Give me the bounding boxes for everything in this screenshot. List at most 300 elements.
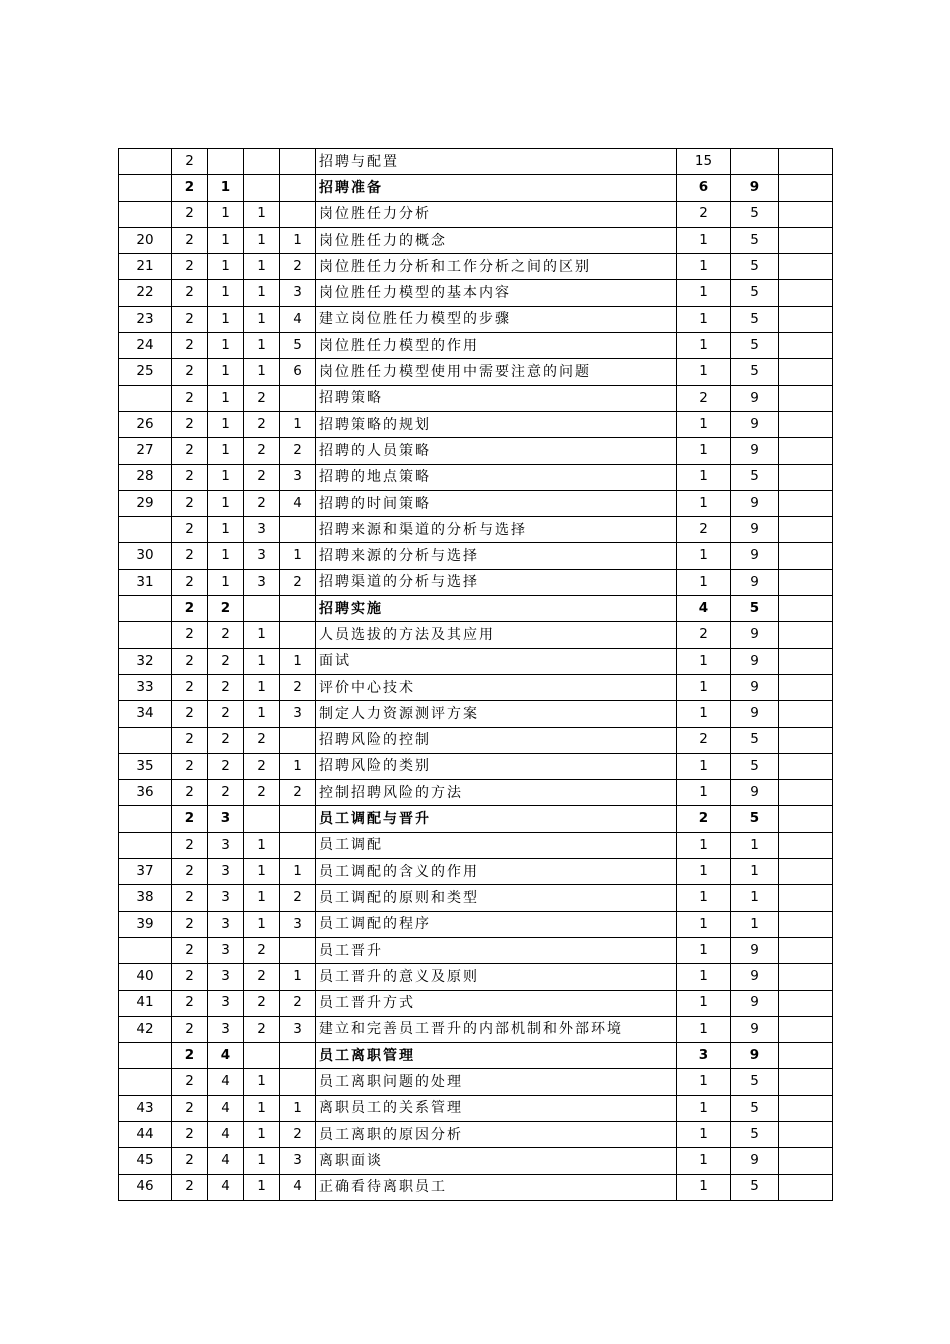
level2-cell: 1 bbox=[208, 201, 244, 227]
level2-cell: 2 bbox=[208, 753, 244, 779]
level4-cell: 2 bbox=[280, 885, 316, 911]
level2-cell: 4 bbox=[208, 1174, 244, 1200]
count-cell: 1 bbox=[677, 648, 731, 674]
level3-cell: 1 bbox=[244, 254, 280, 280]
item-number-cell: 26 bbox=[119, 411, 172, 437]
level3-cell: 1 bbox=[244, 306, 280, 332]
level1-cell: 2 bbox=[172, 701, 208, 727]
level4-cell: 5 bbox=[280, 333, 316, 359]
level1-cell: 2 bbox=[172, 490, 208, 516]
level4-cell bbox=[280, 937, 316, 963]
item-number-cell: 45 bbox=[119, 1148, 172, 1174]
level4-cell: 3 bbox=[280, 1016, 316, 1042]
extra-cell bbox=[779, 885, 833, 911]
rating-cell: 9 bbox=[731, 490, 779, 516]
level2-cell: 1 bbox=[208, 464, 244, 490]
count-cell: 2 bbox=[677, 517, 731, 543]
table-row bbox=[119, 701, 833, 727]
level1-cell: 2 bbox=[172, 438, 208, 464]
extra-cell bbox=[779, 832, 833, 858]
item-number-cell: 23 bbox=[119, 306, 172, 332]
extra-cell bbox=[779, 1043, 833, 1069]
rating-cell: 9 bbox=[731, 1043, 779, 1069]
extra-cell bbox=[779, 596, 833, 622]
count-cell: 15 bbox=[677, 149, 731, 175]
extra-cell bbox=[779, 201, 833, 227]
count-cell: 2 bbox=[677, 727, 731, 753]
rating-cell: 9 bbox=[731, 1148, 779, 1174]
rating-cell: 1 bbox=[731, 859, 779, 885]
item-number-cell bbox=[119, 832, 172, 858]
table-row bbox=[119, 806, 833, 832]
extra-cell bbox=[779, 385, 833, 411]
extra-cell bbox=[779, 149, 833, 175]
count-cell: 1 bbox=[677, 832, 731, 858]
level1-cell: 2 bbox=[172, 359, 208, 385]
table-row bbox=[119, 411, 833, 437]
level4-cell bbox=[280, 385, 316, 411]
extra-cell bbox=[779, 438, 833, 464]
rating-cell: 5 bbox=[731, 359, 779, 385]
table-row bbox=[119, 569, 833, 595]
table-row bbox=[119, 227, 833, 253]
level1-cell: 2 bbox=[172, 280, 208, 306]
level2-cell: 1 bbox=[208, 306, 244, 332]
table-row bbox=[119, 753, 833, 779]
topic-title-cell: 正确看待离职员工 bbox=[316, 1174, 677, 1200]
item-number-cell: 39 bbox=[119, 911, 172, 937]
count-cell: 1 bbox=[677, 911, 731, 937]
topic-title-cell: 建立岗位胜任力模型的步骤 bbox=[316, 306, 677, 332]
count-cell: 2 bbox=[677, 385, 731, 411]
level2-cell: 3 bbox=[208, 806, 244, 832]
rating-cell: 9 bbox=[731, 937, 779, 963]
table-row bbox=[119, 254, 833, 280]
count-cell: 1 bbox=[677, 1174, 731, 1200]
level3-cell: 2 bbox=[244, 385, 280, 411]
level2-cell: 1 bbox=[208, 333, 244, 359]
topic-title-cell: 岗位胜任力模型使用中需要注意的问题 bbox=[316, 359, 677, 385]
level2-cell: 4 bbox=[208, 1095, 244, 1121]
extra-cell bbox=[779, 227, 833, 253]
level4-cell bbox=[280, 622, 316, 648]
level2-cell: 2 bbox=[208, 780, 244, 806]
level2-cell: 3 bbox=[208, 911, 244, 937]
level1-cell: 2 bbox=[172, 227, 208, 253]
level2-cell: 1 bbox=[208, 175, 244, 201]
table-row bbox=[119, 911, 833, 937]
level3-cell bbox=[244, 149, 280, 175]
extra-cell bbox=[779, 280, 833, 306]
level1-cell: 2 bbox=[172, 727, 208, 753]
outline-table-body bbox=[119, 149, 833, 1201]
level2-cell: 1 bbox=[208, 490, 244, 516]
extra-cell bbox=[779, 254, 833, 280]
count-cell: 1 bbox=[677, 359, 731, 385]
item-number-cell: 43 bbox=[119, 1095, 172, 1121]
level3-cell bbox=[244, 596, 280, 622]
level1-cell: 2 bbox=[172, 464, 208, 490]
level4-cell: 2 bbox=[280, 569, 316, 595]
count-cell: 2 bbox=[677, 622, 731, 648]
level4-cell bbox=[280, 832, 316, 858]
item-number-cell bbox=[119, 1069, 172, 1095]
level2-cell: 1 bbox=[208, 385, 244, 411]
level1-cell: 2 bbox=[172, 149, 208, 175]
level3-cell: 3 bbox=[244, 517, 280, 543]
level1-cell: 2 bbox=[172, 596, 208, 622]
count-cell: 1 bbox=[677, 701, 731, 727]
rating-cell: 9 bbox=[731, 648, 779, 674]
level2-cell: 2 bbox=[208, 674, 244, 700]
level2-cell: 3 bbox=[208, 1016, 244, 1042]
level4-cell: 1 bbox=[280, 543, 316, 569]
topic-title-cell: 离职员工的关系管理 bbox=[316, 1095, 677, 1121]
extra-cell bbox=[779, 674, 833, 700]
extra-cell bbox=[779, 464, 833, 490]
table-row bbox=[119, 359, 833, 385]
rating-cell: 5 bbox=[731, 753, 779, 779]
extra-cell bbox=[779, 1016, 833, 1042]
level2-cell: 4 bbox=[208, 1148, 244, 1174]
item-number-cell bbox=[119, 201, 172, 227]
extra-cell bbox=[779, 543, 833, 569]
item-number-cell bbox=[119, 622, 172, 648]
table-row bbox=[119, 596, 833, 622]
level3-cell: 3 bbox=[244, 569, 280, 595]
count-cell: 1 bbox=[677, 990, 731, 1016]
topic-title-cell: 面试 bbox=[316, 648, 677, 674]
item-number-cell bbox=[119, 385, 172, 411]
topic-title-cell: 招聘风险的控制 bbox=[316, 727, 677, 753]
count-cell: 1 bbox=[677, 1016, 731, 1042]
level2-cell: 2 bbox=[208, 727, 244, 753]
topic-title-cell: 控制招聘风险的方法 bbox=[316, 780, 677, 806]
rating-cell: 9 bbox=[731, 990, 779, 1016]
extra-cell bbox=[779, 411, 833, 437]
level1-cell: 2 bbox=[172, 543, 208, 569]
item-number-cell: 22 bbox=[119, 280, 172, 306]
level1-cell: 2 bbox=[172, 648, 208, 674]
rating-cell: 1 bbox=[731, 885, 779, 911]
level3-cell: 2 bbox=[244, 1016, 280, 1042]
extra-cell bbox=[779, 1174, 833, 1200]
topic-title-cell: 招聘策略 bbox=[316, 385, 677, 411]
level1-cell: 2 bbox=[172, 1069, 208, 1095]
topic-title-cell: 招聘来源和渠道的分析与选择 bbox=[316, 517, 677, 543]
rating-cell: 1 bbox=[731, 832, 779, 858]
level4-cell: 1 bbox=[280, 753, 316, 779]
level2-cell: 1 bbox=[208, 359, 244, 385]
level2-cell: 1 bbox=[208, 227, 244, 253]
level1-cell: 2 bbox=[172, 1148, 208, 1174]
topic-title-cell: 岗位胜任力分析 bbox=[316, 201, 677, 227]
rating-cell bbox=[731, 149, 779, 175]
item-number-cell: 41 bbox=[119, 990, 172, 1016]
extra-cell bbox=[779, 1121, 833, 1147]
level1-cell: 2 bbox=[172, 385, 208, 411]
level2-cell: 1 bbox=[208, 411, 244, 437]
level2-cell: 3 bbox=[208, 964, 244, 990]
extra-cell bbox=[779, 780, 833, 806]
level1-cell: 2 bbox=[172, 622, 208, 648]
level3-cell bbox=[244, 1043, 280, 1069]
level1-cell: 2 bbox=[172, 1121, 208, 1147]
count-cell: 6 bbox=[677, 175, 731, 201]
item-number-cell: 20 bbox=[119, 227, 172, 253]
extra-cell bbox=[779, 569, 833, 595]
topic-title-cell: 招聘风险的类别 bbox=[316, 753, 677, 779]
item-number-cell: 46 bbox=[119, 1174, 172, 1200]
level2-cell: 2 bbox=[208, 622, 244, 648]
level2-cell bbox=[208, 149, 244, 175]
topic-title-cell: 招聘渠道的分析与选择 bbox=[316, 569, 677, 595]
level1-cell: 2 bbox=[172, 333, 208, 359]
level3-cell: 1 bbox=[244, 1069, 280, 1095]
level1-cell: 2 bbox=[172, 254, 208, 280]
level4-cell bbox=[280, 517, 316, 543]
rating-cell: 9 bbox=[731, 964, 779, 990]
level3-cell: 1 bbox=[244, 1095, 280, 1121]
table-row bbox=[119, 780, 833, 806]
rating-cell: 9 bbox=[731, 701, 779, 727]
topic-title-cell: 建立和完善员工晋升的内部机制和外部环境 bbox=[316, 1016, 677, 1042]
table-row bbox=[119, 333, 833, 359]
level3-cell: 1 bbox=[244, 885, 280, 911]
count-cell: 1 bbox=[677, 569, 731, 595]
item-number-cell: 27 bbox=[119, 438, 172, 464]
level4-cell: 2 bbox=[280, 990, 316, 1016]
count-cell: 1 bbox=[677, 780, 731, 806]
table-row bbox=[119, 1095, 833, 1121]
table-row bbox=[119, 1121, 833, 1147]
item-number-cell: 38 bbox=[119, 885, 172, 911]
level1-cell: 2 bbox=[172, 1016, 208, 1042]
count-cell: 1 bbox=[677, 490, 731, 516]
level4-cell: 1 bbox=[280, 648, 316, 674]
level4-cell: 6 bbox=[280, 359, 316, 385]
level4-cell: 3 bbox=[280, 464, 316, 490]
level4-cell: 1 bbox=[280, 1095, 316, 1121]
item-number-cell: 29 bbox=[119, 490, 172, 516]
table-row bbox=[119, 674, 833, 700]
topic-title-cell: 岗位胜任力模型的基本内容 bbox=[316, 280, 677, 306]
level4-cell: 3 bbox=[280, 1148, 316, 1174]
extra-cell bbox=[779, 622, 833, 648]
table-row bbox=[119, 385, 833, 411]
extra-cell bbox=[779, 490, 833, 516]
rating-cell: 5 bbox=[731, 1069, 779, 1095]
rating-cell: 5 bbox=[731, 1121, 779, 1147]
level4-cell: 3 bbox=[280, 911, 316, 937]
table-row bbox=[119, 990, 833, 1016]
topic-title-cell: 员工离职问题的处理 bbox=[316, 1069, 677, 1095]
count-cell: 1 bbox=[677, 753, 731, 779]
level4-cell: 2 bbox=[280, 254, 316, 280]
table-row bbox=[119, 648, 833, 674]
level4-cell bbox=[280, 149, 316, 175]
topic-title-cell: 员工晋升 bbox=[316, 937, 677, 963]
topic-title-cell: 岗位胜任力分析和工作分析之间的区别 bbox=[316, 254, 677, 280]
topic-title-cell: 招聘准备 bbox=[316, 175, 677, 201]
count-cell: 1 bbox=[677, 885, 731, 911]
level1-cell: 2 bbox=[172, 1095, 208, 1121]
level1-cell: 2 bbox=[172, 937, 208, 963]
table-row bbox=[119, 964, 833, 990]
level4-cell: 4 bbox=[280, 306, 316, 332]
level1-cell: 2 bbox=[172, 569, 208, 595]
level3-cell: 1 bbox=[244, 333, 280, 359]
item-number-cell: 28 bbox=[119, 464, 172, 490]
topic-title-cell: 岗位胜任力模型的作用 bbox=[316, 333, 677, 359]
level3-cell: 1 bbox=[244, 648, 280, 674]
count-cell: 3 bbox=[677, 1043, 731, 1069]
level3-cell: 1 bbox=[244, 1148, 280, 1174]
count-cell: 2 bbox=[677, 806, 731, 832]
extra-cell bbox=[779, 1095, 833, 1121]
level4-cell bbox=[280, 1043, 316, 1069]
count-cell: 1 bbox=[677, 1148, 731, 1174]
topic-title-cell: 招聘的地点策略 bbox=[316, 464, 677, 490]
level2-cell: 3 bbox=[208, 859, 244, 885]
item-number-cell bbox=[119, 517, 172, 543]
item-number-cell: 37 bbox=[119, 859, 172, 885]
table-row bbox=[119, 306, 833, 332]
level1-cell: 2 bbox=[172, 780, 208, 806]
rating-cell: 9 bbox=[731, 569, 779, 595]
table-row bbox=[119, 517, 833, 543]
item-number-cell bbox=[119, 727, 172, 753]
level3-cell bbox=[244, 175, 280, 201]
count-cell: 1 bbox=[677, 1095, 731, 1121]
level3-cell: 2 bbox=[244, 964, 280, 990]
item-number-cell: 36 bbox=[119, 780, 172, 806]
topic-title-cell: 人员选拔的方法及其应用 bbox=[316, 622, 677, 648]
level2-cell: 3 bbox=[208, 885, 244, 911]
topic-title-cell: 员工调配的程序 bbox=[316, 911, 677, 937]
rating-cell: 9 bbox=[731, 411, 779, 437]
table-row bbox=[119, 937, 833, 963]
item-number-cell bbox=[119, 806, 172, 832]
extra-cell bbox=[779, 306, 833, 332]
level3-cell: 1 bbox=[244, 674, 280, 700]
count-cell: 1 bbox=[677, 964, 731, 990]
topic-title-cell: 岗位胜任力的概念 bbox=[316, 227, 677, 253]
level2-cell: 1 bbox=[208, 254, 244, 280]
level1-cell: 2 bbox=[172, 306, 208, 332]
level4-cell: 3 bbox=[280, 280, 316, 306]
rating-cell: 5 bbox=[731, 306, 779, 332]
table-row bbox=[119, 464, 833, 490]
level4-cell: 3 bbox=[280, 701, 316, 727]
table-row bbox=[119, 149, 833, 175]
level4-cell: 2 bbox=[280, 1121, 316, 1147]
level3-cell: 2 bbox=[244, 990, 280, 1016]
item-number-cell: 24 bbox=[119, 333, 172, 359]
topic-title-cell: 员工调配的含义的作用 bbox=[316, 859, 677, 885]
count-cell: 1 bbox=[677, 1121, 731, 1147]
level1-cell: 2 bbox=[172, 175, 208, 201]
rating-cell: 9 bbox=[731, 175, 779, 201]
level1-cell: 2 bbox=[172, 964, 208, 990]
topic-title-cell: 员工调配的原则和类型 bbox=[316, 885, 677, 911]
level3-cell: 1 bbox=[244, 911, 280, 937]
topic-title-cell: 员工离职管理 bbox=[316, 1043, 677, 1069]
rating-cell: 5 bbox=[731, 464, 779, 490]
extra-cell bbox=[779, 753, 833, 779]
rating-cell: 9 bbox=[731, 622, 779, 648]
level3-cell: 2 bbox=[244, 438, 280, 464]
level2-cell: 1 bbox=[208, 543, 244, 569]
level4-cell: 1 bbox=[280, 227, 316, 253]
item-number-cell: 40 bbox=[119, 964, 172, 990]
topic-title-cell: 评价中心技术 bbox=[316, 674, 677, 700]
level3-cell: 1 bbox=[244, 832, 280, 858]
item-number-cell: 30 bbox=[119, 543, 172, 569]
level4-cell bbox=[280, 201, 316, 227]
level1-cell: 2 bbox=[172, 832, 208, 858]
level1-cell: 2 bbox=[172, 411, 208, 437]
table-row bbox=[119, 1069, 833, 1095]
rating-cell: 1 bbox=[731, 911, 779, 937]
count-cell: 1 bbox=[677, 438, 731, 464]
item-number-cell bbox=[119, 175, 172, 201]
count-cell: 1 bbox=[677, 859, 731, 885]
extra-cell bbox=[779, 1069, 833, 1095]
level2-cell: 1 bbox=[208, 569, 244, 595]
level4-cell bbox=[280, 806, 316, 832]
table-row bbox=[119, 280, 833, 306]
topic-title-cell: 员工晋升的意义及原则 bbox=[316, 964, 677, 990]
level3-cell: 2 bbox=[244, 727, 280, 753]
level1-cell: 2 bbox=[172, 1043, 208, 1069]
extra-cell bbox=[779, 648, 833, 674]
item-number-cell bbox=[119, 596, 172, 622]
level4-cell: 2 bbox=[280, 780, 316, 806]
rating-cell: 5 bbox=[731, 227, 779, 253]
count-cell: 1 bbox=[677, 674, 731, 700]
level1-cell: 2 bbox=[172, 674, 208, 700]
table-row bbox=[119, 1174, 833, 1200]
extra-cell bbox=[779, 1148, 833, 1174]
rating-cell: 5 bbox=[731, 254, 779, 280]
level2-cell: 1 bbox=[208, 438, 244, 464]
count-cell: 1 bbox=[677, 280, 731, 306]
table-row bbox=[119, 622, 833, 648]
level4-cell: 4 bbox=[280, 1174, 316, 1200]
item-number-cell: 35 bbox=[119, 753, 172, 779]
extra-cell bbox=[779, 806, 833, 832]
rating-cell: 5 bbox=[731, 201, 779, 227]
topic-title-cell: 员工调配与晋升 bbox=[316, 806, 677, 832]
level3-cell: 1 bbox=[244, 1121, 280, 1147]
item-number-cell: 34 bbox=[119, 701, 172, 727]
extra-cell bbox=[779, 990, 833, 1016]
table-row bbox=[119, 1043, 833, 1069]
level4-cell bbox=[280, 175, 316, 201]
level3-cell: 2 bbox=[244, 490, 280, 516]
level1-cell: 2 bbox=[172, 517, 208, 543]
level3-cell: 1 bbox=[244, 359, 280, 385]
table-row bbox=[119, 885, 833, 911]
extra-cell bbox=[779, 517, 833, 543]
level4-cell bbox=[280, 596, 316, 622]
rating-cell: 9 bbox=[731, 543, 779, 569]
level3-cell: 1 bbox=[244, 701, 280, 727]
level4-cell: 2 bbox=[280, 438, 316, 464]
level4-cell: 1 bbox=[280, 411, 316, 437]
rating-cell: 9 bbox=[731, 517, 779, 543]
